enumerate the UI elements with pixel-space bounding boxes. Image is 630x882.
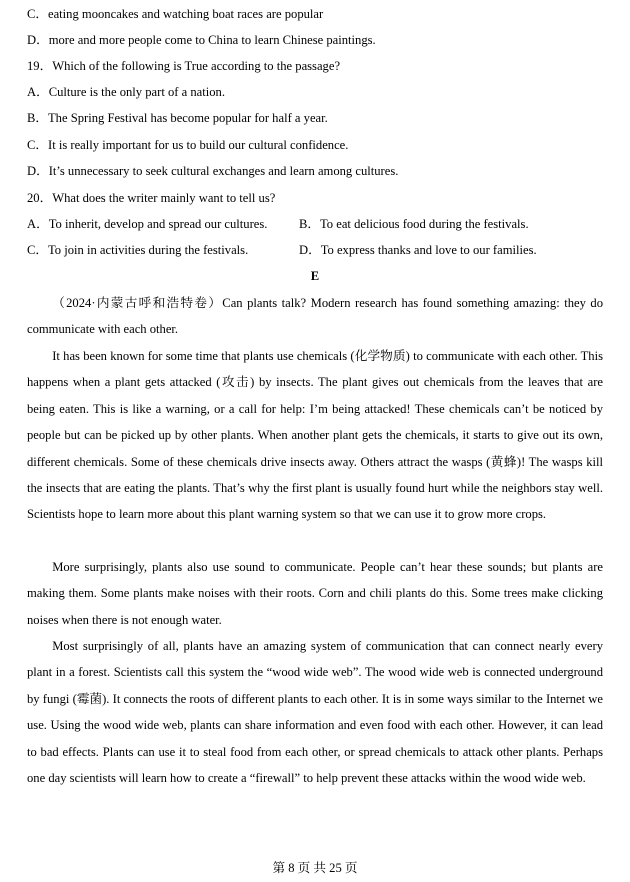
q19-stem: 19．Which of the following is True according to the passage? bbox=[27, 59, 341, 73]
q20-option-a: A．To inherit, develop and spread our cultures. bbox=[27, 217, 268, 231]
q19-option-b: B．The Spring Festival has become popular for half a year. bbox=[27, 111, 328, 125]
q19-option-d: D．It’s unnecessary to seek cultural exchanges and learn among cultures. bbox=[27, 164, 399, 178]
passage-paragraph-1: （2024·内蒙古呼和浩特卷）Can plants talk? Modern research has found something amazing: they do communicate with each other. bbox=[27, 296, 603, 337]
q20-option-b: B．To eat delicious food during the festivals. bbox=[299, 217, 529, 231]
page-footer: 第 8 页 共 25 页 bbox=[272, 861, 358, 875]
section-title: E bbox=[310, 269, 320, 283]
q19-option-a: A．Culture is the only part of a nation. bbox=[27, 85, 225, 99]
passage-paragraph-3: More surprisingly, plants also use sound to communicate. People can’t hear these sounds; but plants are making them. Some plants make noises with their roots. Corn and chili plants do this. Some trees make clicking noises when there is not enough water. bbox=[27, 560, 603, 627]
q19-option-c: C．It is really important for us to build our cultural confidence. bbox=[27, 138, 349, 152]
passage-paragraph-2: It has been known for some time that plants use chemicals (化学物质) to communicate with each other. This happens when a plant gets attacked (攻击) by insects. The plant gives out chemicals from the leaves that are being eaten. This is like a warning, or a call for help: I’m being attacked! These chemicals can’t be noticed by people but can be picked up by other plants. When another plant gets the chemicals, it starts to give out its own, different chemicals. Some of these chemicals drive insects away. Others attract the wasps (黄蜂)! The wasps kill the insects that are eating the plants. That’s why the first plant is usually found hurt while the neighbors stay well. Scientists hope to learn more about this plant warning system so that we can use it to grow more crops. bbox=[27, 349, 603, 522]
q20-option-c: C．To join in activities during the festivals. bbox=[27, 243, 249, 257]
q20-option-d: D．To express thanks and love to our families. bbox=[299, 243, 537, 257]
q18-option-c: C．eating mooncakes and watching boat races are popular bbox=[27, 7, 324, 21]
q18-option-d: D．more and more people come to China to learn Chinese paintings. bbox=[27, 33, 376, 47]
q20-stem: 20．What does the writer mainly want to tell us? bbox=[27, 191, 276, 205]
passage-paragraph-4: Most surprisingly of all, plants have an amazing system of communication that can connect nearly every plant in a forest. Scientists call this system the “wood wide web”. The wood wide web is connected underground by fungi (霉菌). It connects the roots of different plants to each other. It is in some ways similar to the Internet we use. Using the wood wide web, plants can share information and even food with each other. However, it can lead to bad effects. Plants can use it to steal food from each other, or spread chemicals to attack other plants. Perhaps one day scientists will learn how to create a “firewall” to help prevent these attacks within the wood wide web. bbox=[27, 639, 603, 786]
